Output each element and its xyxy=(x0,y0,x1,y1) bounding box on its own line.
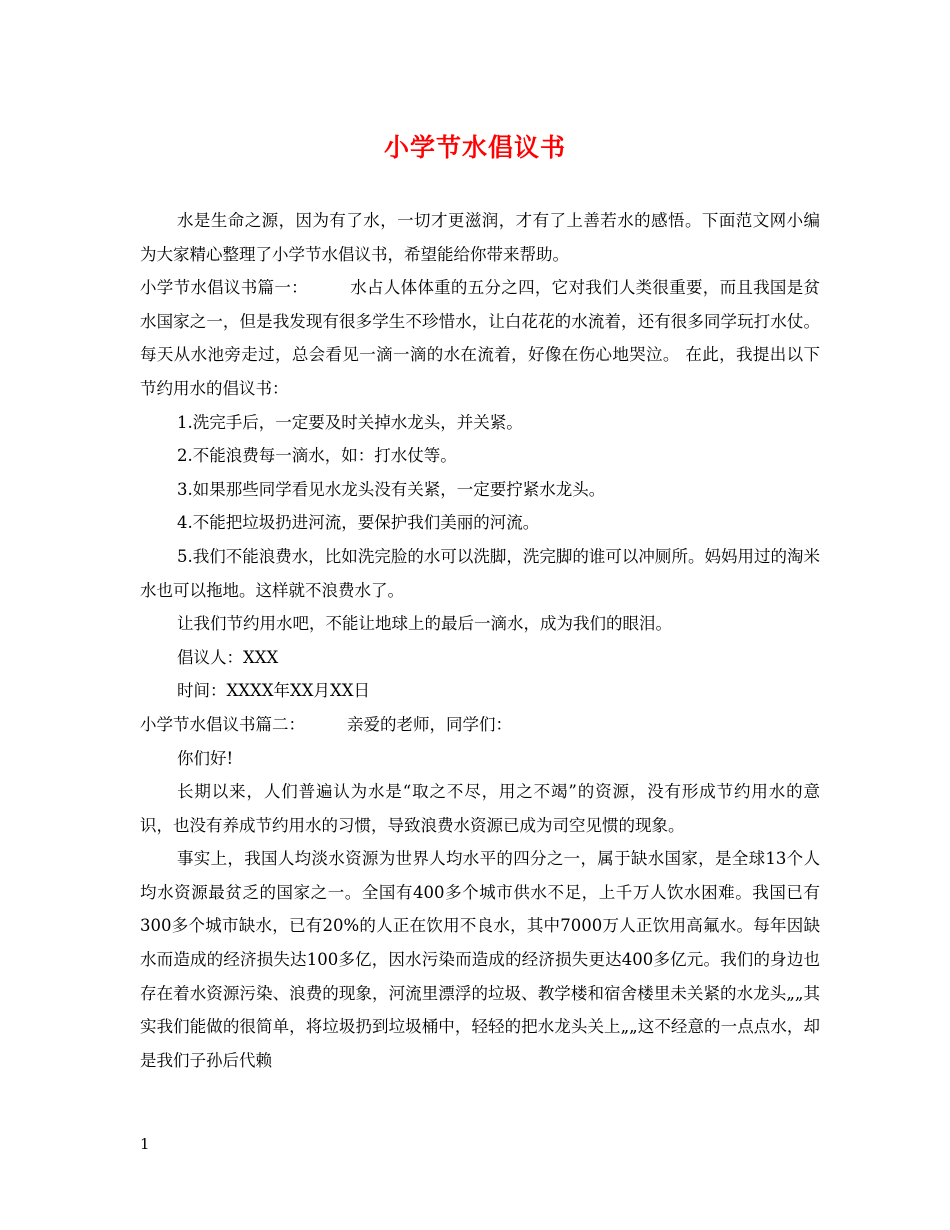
greeting-line: 你们好! xyxy=(177,748,234,768)
part1-text: 水占人体体重的五分之四，它对我们人类很重要，而且我国是贫水国家之一，但是我发现有很多学生不珍惜水，让白花花的水流着，还有很多同学玩打水仗。每天从水池旁走过，总会看见一滴一滴的水在流着，好像在伤心地哭泣。 在此，我提出以下节约用水的倡议书： xyxy=(140,278,821,398)
part2-salutation: 亲爱的老师，同学们： xyxy=(347,714,512,734)
part2-heading: 小学节水倡议书篇二： xyxy=(140,714,305,734)
part1-heading: 小学节水倡议书篇一： xyxy=(140,278,308,298)
intro-paragraph: 水是生命之源，因为有了水，一切才更滋润，才有了上善若水的感悟。下面范文网小编为大家精心整理了小学节水倡议书，希望能给你带来帮助。 xyxy=(140,211,820,264)
list-item: 2.不能浪费每一滴水，如：打水仗等。 xyxy=(177,446,457,466)
document-title: 小学节水倡议书 xyxy=(383,133,566,162)
list-item: 1.洗完手后，一定要及时关掉水龙头，并关紧。 xyxy=(177,412,523,432)
part2-paragraph xyxy=(140,708,820,742)
date-line: 时间：XXXX年XX月XX日 xyxy=(177,681,370,701)
part2-paragraph-1: 长期以来，人们普遍认为水是“取之不尽，用之不竭”的资源，没有形成节约用水的意识，也没有养成节约用水的习惯，导致浪费水资源已成为司空见惯的现象。 xyxy=(140,782,820,835)
list-item: 3.如果那些同学看见水龙头没有关紧，一定要拧紧水龙头。 xyxy=(177,479,606,499)
closing-paragraph: 让我们节约用水吧，不能让地球上的最后一滴水，成为我们的眼泪。 xyxy=(177,614,672,634)
document-body xyxy=(140,204,820,1077)
list-item: 5.我们不能浪费水，比如洗完脸的水可以洗脚，洗完脚的谁可以冲厕所。妈妈用过的淘米水也可以拖地。这样就不浪费水了。 xyxy=(140,546,820,600)
part1-paragraph xyxy=(140,271,820,405)
list-item: 4.不能把垃圾扔进河流，要保护我们美丽的河流。 xyxy=(177,513,540,533)
proposer-line: 倡议人：XXX xyxy=(177,647,279,667)
part2-paragraph-2: 事实上，我国人均淡水资源为世界人均水平的四分之一，属于缺水国家，是全球13个人均水资源最贫乏的国家之一。全国有400多个城市供水不足，上千万人饮水困难。我国已有300多个城市缺水，已有20%的人正在饮用不良水，其中7000万人正饮用高氟水。每年因缺水而造成的经济损失达100多亿，因水污染而造成的经济损失更达400多亿元。我们的身边也存在着水资源污染、浪费的现象，河流里漂浮的垃圾、教学楼和宿舍楼里未关紧的水龙头„„其实我们能做的很简单，将垃圾扔到垃圾桶中，轻轻的把水龙头关上„„这不经意的一点点水，却是我们子孙后代赖 xyxy=(140,849,820,1070)
page-number: 1 xyxy=(140,1135,150,1153)
